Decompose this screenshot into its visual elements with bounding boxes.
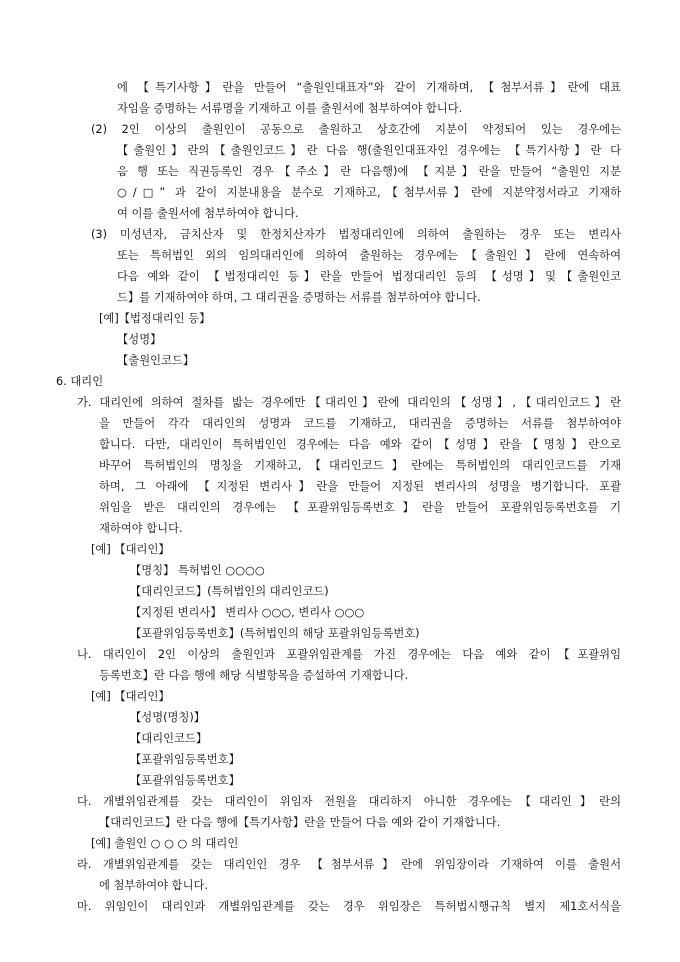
example-label: [예] 【대리인】 — [91, 543, 170, 556]
text-line: 에 첨부하여야 합니다. — [99, 879, 208, 892]
text-line: 재하여야 합니다. — [99, 522, 183, 535]
text-line: 또는 특허법인 외의 임의대리인에 의하여 출원하는 경우에는【출원인】란에 연속하여 — [117, 249, 621, 262]
example-label: [예] 【대리인】 — [91, 690, 170, 703]
text-line: 합니다. 다만, 대리인이 특허법인인 경우에는 다음 예와 같이【성명】란을【명칭】란으로 — [99, 438, 621, 451]
example-field: 【대리인코드】(특허법인의 대리인코드) — [130, 585, 329, 598]
text-line: 등록번호】란 다음 행에 해당 식별항목을 증설하여 기재합니다. — [99, 669, 409, 682]
list-item-na: 나. 대리인이 2인 이상의 출원인과 포괄위임관계를 가진 경우에는 다음 예와 같이【포괄위임 — [77, 648, 621, 661]
text-line: 드】를 기재하여야 하며, 그 대리권을 증명하는 서류를 첨부하여야 합니다. — [117, 291, 481, 304]
example-field: 【출원인코드】 — [117, 354, 195, 367]
text-line: 자임을 증명하는 서류명을 기재하고 이를 출원서에 첨부하여야 합니다. — [117, 102, 463, 115]
text-line: 【대리인코드】란 다음 행에【특기사항】란을 만들어 다음 예와 같이 기재합니다. — [99, 816, 501, 829]
text-line: 음 행 또는 직권등록인 경우【주소】란 다음행)에 【지분】란을 만들어 “출원인 지분 — [117, 165, 621, 178]
text-line: 하며, 그 아래에 【지정된 변리사】란을 만들어 지정된 변리사의 성명을 병기합니다. 포괄 — [99, 480, 621, 493]
example-field: 【포괄위임등록번호】(특허법인의 해당 포괄위임등록번호) — [130, 627, 420, 640]
text-line: 위임을 받은 대리인의 경우에는 【포괄위임등록번호】란을 만들어 포괄위임등록번호를 기 — [99, 501, 621, 514]
example-field: 【포괄위임등록번호】 — [130, 774, 240, 787]
text-line: 여 이를 출원서에 첨부하여야 합니다. — [117, 207, 299, 220]
text-line: 을 만들어 각각 대리인의 성명과 코드를 기재하고, 대리권을 증명하는 서류를 첨부하여야 — [99, 417, 621, 430]
text-line: 다음 예와 같이 【법정대리인 등】란을 만들어 법정대리인 등의 【성명】및【출원인코 — [117, 270, 621, 283]
example-label: [예] 출원인 ○ ○ ○ 의 대리인 — [91, 837, 239, 850]
text-line: 바꾸어 특허법인의 명칭을 기재하고,【대리인코드】란에는 특허법인의 대리인코드를 기재 — [99, 459, 621, 472]
text-line: 에 【특기사항】란을 만들어 “출원인대표자”와 같이 기재하며, 【첨부서류】란에 대표 — [117, 81, 621, 94]
example-field: 【포괄위임등록번호】 — [130, 753, 240, 766]
text-line: ○/□” 과 같이 지분내용을 분수로 기재하고,【첨부서류】란에 지분약정서라고 기재하 — [117, 186, 621, 199]
list-item-2: (2) 2인 이상의 출원인이 공동으로 출원하고 상호간에 지분이 약정되어 있는 경우에는 — [91, 123, 621, 136]
example-field: 【성명(명칭)】 — [130, 711, 206, 724]
example-label: [예]【법정대리인 등】 — [99, 312, 211, 325]
example-field: 【명칭】 특허법인 ○○○○ — [130, 564, 265, 577]
list-item-3: (3) 미성년자, 금치산자 및 한정치산자가 법정대리인에 의하여 출원하는 경우 또는 변리사 — [91, 228, 621, 241]
list-item-ra: 라. 개별위임관계를 갖는 대리인인 경우 【첨부서류】란에 위임장이라 기재하여 이를 출원서 — [77, 858, 621, 871]
section-heading: 6. 대리인 — [56, 375, 104, 388]
example-field: 【성명】 — [117, 333, 162, 346]
list-item-ga: 가. 대리인에 의하여 절차를 밟는 경우에만【대리인】란에 대리인의【성명】,【대리인코드】란 — [77, 396, 621, 409]
list-item-da: 다. 개별위임관계를 갖는 대리인이 위임자 전원을 대리하지 아니한 경우에는【대리인】란의 — [77, 795, 621, 808]
example-field: 【대리인코드】 — [130, 732, 208, 745]
list-item-ma: 마. 위임인이 대리인과 개별위임관계를 갖는 경우 위임장은 특허법시행규칙 별지 제1호서식을 — [77, 900, 621, 913]
text-line: 【출원인】란의【출원인코드】란 다음 행(출원인대표자인 경우에는 【특기사항】란 다 — [117, 144, 621, 157]
example-field: 【지정된 변리사】 변리사 ○○○, 변리사 ○○○ — [130, 606, 365, 619]
